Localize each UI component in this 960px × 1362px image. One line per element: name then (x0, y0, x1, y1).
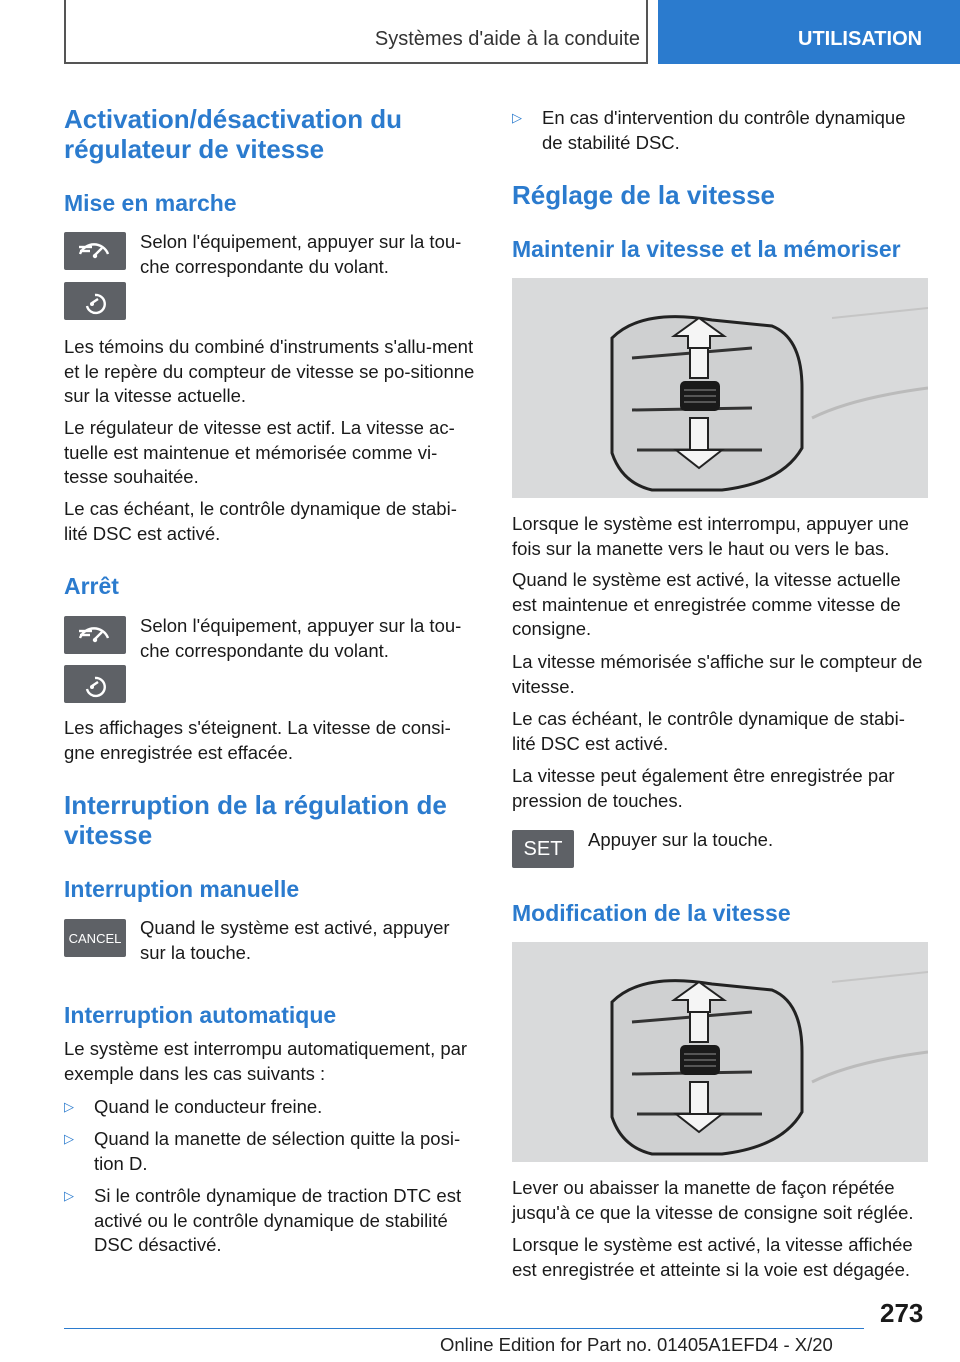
mise-en-marche-text: Selon l'équipement, appuyer sur la tou-che correspondante du volant. (140, 231, 462, 277)
heading-interruption-automatique: Interruption automatique (64, 1002, 337, 1028)
maintenir-para-3: La vitesse mémorisée s'affiche sur le compteur de vitesse. (512, 651, 923, 697)
steering-wheel-rocker-image (512, 942, 928, 1162)
edition-info: Online Edition for Part no. 01405A1EFD4 - X/20 (440, 1334, 833, 1355)
set-button-icon (512, 830, 574, 868)
triangle-bullet-icon: ▷ (512, 110, 522, 125)
speed-limiter-icon (64, 665, 126, 703)
mise-en-marche-para-2: Le régulateur de vitesse est actif. La vitesse ac-tuelle est maintenue et mémorisée comme vi-tesse souhaitée. (64, 417, 455, 487)
steering-wheel-rocker-image (512, 278, 928, 498)
footer-divider (64, 1328, 864, 1329)
heading-modification-vitesse: Modification de la vitesse (512, 900, 791, 926)
set-text: Appuyer sur la touche. (588, 829, 774, 850)
interruption-automatique-text: Le système est interrompu automatiquement, par exemple dans les cas suivants : (64, 1038, 468, 1084)
triangle-bullet-icon: ▷ (64, 1099, 74, 1114)
section-title-reglage: Réglage de la vitesse (512, 180, 776, 210)
section-title-activation: Activation/désactivation du régulateur de vitesse (64, 104, 403, 164)
cruise-control-icon (64, 232, 126, 270)
maintenir-para-4: Le cas échéant, le contrôle dynamique de stabi-lité DSC est activé. (512, 708, 905, 754)
header-chapter-tab: UTILISATION (658, 0, 960, 64)
page-number: 273 (880, 1298, 924, 1328)
heading-mise-en-marche: Mise en marche (64, 190, 237, 216)
cruise-control-icon (64, 616, 126, 654)
set-button-label: SET (523, 837, 563, 860)
heading-arret: Arrêt (64, 573, 119, 599)
cancel-button-label: CANCEL (68, 930, 122, 946)
mise-en-marche-para-3: Le cas échéant, le contrôle dynamique de stabi-lité DSC est activé. (64, 498, 457, 544)
modification-para-2: Lorsque le système est activé, la vitesse affichée est enregistrée et atteinte si la voie est dégagée. (512, 1234, 913, 1280)
arret-para: Les affichages s'éteignent. La vitesse de consi-gne enregistrée est effacée. (64, 717, 451, 763)
arret-text: Selon l'équipement, appuyer sur la tou-che correspondante du volant. (140, 615, 462, 661)
maintenir-para-1: Lorsque le système est interrompu, appuyer une fois sur la manette vers le haut ou vers le bas. (512, 513, 909, 559)
maintenir-para-2: Quand le système est activé, la vitesse actuelle est maintenue et enregistrée comme vitesse de consigne. (512, 569, 901, 639)
heading-interruption-manuelle: Interruption manuelle (64, 876, 300, 902)
modification-para-1: Lever ou abaisser la manette de façon répétée jusqu'à ce que la vitesse de consigne soit réglée. (512, 1177, 914, 1223)
triangle-bullet-icon: ▷ (64, 1131, 74, 1146)
triangle-bullet-icon: ▷ (64, 1188, 74, 1203)
section-title-interruption: Interruption de la régulation de vitesse (64, 790, 447, 850)
speed-limiter-icon (64, 282, 126, 320)
interruption-manuelle-text: Quand le système est activé, appuyer sur la touche. (140, 917, 450, 963)
cancel-button-icon (64, 919, 126, 957)
heading-maintenir-vitesse: Maintenir la vitesse et la mémoriser (512, 236, 901, 262)
maintenir-para-5: La vitesse peut également être enregistrée par pression de touches. (512, 765, 895, 811)
header-section-title: Systèmes d'aide à la conduite (374, 28, 640, 50)
mise-en-marche-para-1: Les témoins du combiné d'instruments s'allu-ment et le repère du compteur de vitesse se po-sitionne sur la vitesse actuelle. (64, 336, 475, 406)
